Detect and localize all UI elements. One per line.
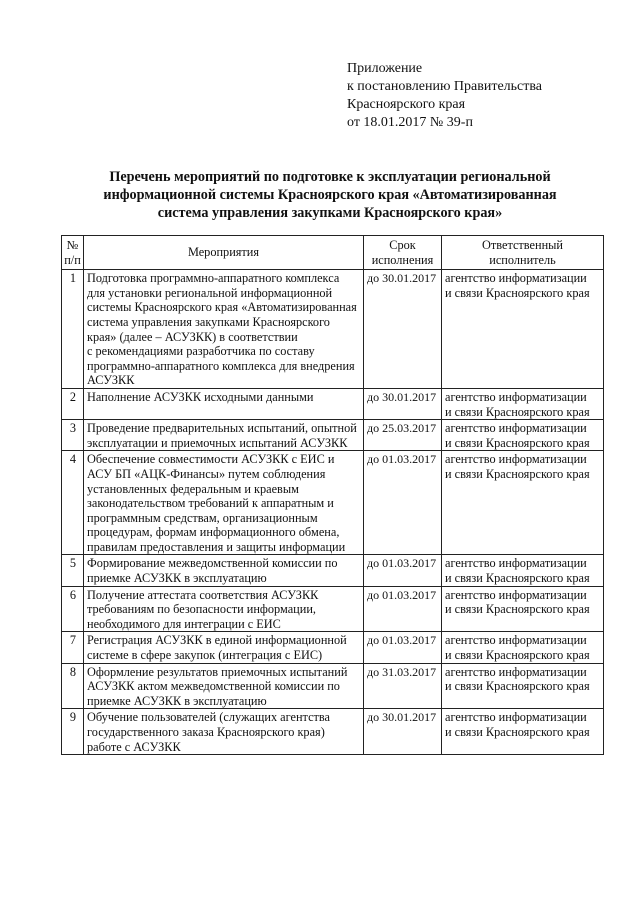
- activity-line: системы Красноярского края «Автоматизированная: [87, 300, 357, 315]
- row-number: 4: [62, 451, 84, 555]
- row-responsible: [442, 663, 604, 709]
- document-title: [70, 168, 590, 222]
- responsible-line: и связи Красноярского края: [445, 679, 590, 694]
- activity-line: программным средствам, организационным: [87, 510, 318, 525]
- activity-line: системе в сфере закупок (интеграция с ЕИС): [87, 648, 323, 663]
- row-responsible: [442, 388, 604, 419]
- row-responsible: [442, 270, 604, 389]
- row-number: 7: [62, 632, 84, 663]
- table-row: [62, 451, 604, 555]
- activities-table: [61, 235, 604, 755]
- title-line: Перечень мероприятий по подготовке к эксплуатации региональной: [109, 169, 551, 185]
- responsible-line: агентство информатизации: [445, 556, 587, 571]
- activity-line: для установки региональной информационной: [87, 285, 333, 300]
- row-responsible: [442, 555, 604, 586]
- row-deadline: до 01.03.2017: [364, 586, 442, 632]
- header-activity-text: Мероприятия: [187, 245, 260, 260]
- header-num: [62, 236, 84, 270]
- responsible-line: и связи Красноярского края: [445, 466, 590, 481]
- row-number: 5: [62, 555, 84, 586]
- responsible-line: агентство информатизации: [445, 664, 587, 679]
- responsible-line: и связи Красноярского края: [445, 648, 590, 663]
- activity-line: система управления закупками Красноярского: [87, 314, 330, 329]
- activity-line: работе с АСУЗКК: [87, 739, 181, 754]
- header-deadline: [364, 236, 442, 270]
- row-activity: [84, 663, 364, 709]
- row-activity: [84, 709, 364, 755]
- activity-line: государственного заказа Красноярского края): [87, 725, 325, 739]
- activity-line: Обеспечение совместимости АСУЗКК с ЕИС и: [87, 452, 335, 467]
- table-row: [62, 420, 604, 451]
- appendix-line: от 18.01.2017 № 39-п: [347, 115, 473, 130]
- activity-line: АСУЗКК: [87, 373, 135, 388]
- header-responsible: [442, 236, 604, 270]
- header-responsible-line: исполнитель: [489, 252, 556, 267]
- row-responsible: [442, 709, 604, 755]
- title-line: система управления закупками Красноярского края»: [157, 205, 503, 221]
- row-number: 1: [62, 270, 84, 389]
- header-deadline-line: исполнения: [371, 252, 434, 267]
- activity-line: требованиям по безопасности информации,: [87, 602, 316, 617]
- table-body: [62, 270, 604, 755]
- responsible-line: и связи Красноярского края: [445, 725, 590, 739]
- appendix-line: к постановлению Правительства: [347, 79, 543, 94]
- table-row: [62, 270, 604, 389]
- activity-line: законодательством требований к аппаратным и: [87, 496, 334, 511]
- row-deadline: до 30.01.2017: [364, 270, 442, 389]
- activity-line: эксплуатации и приемочных испытаний АСУЗКК: [87, 435, 348, 450]
- activity-line: Наполнение АСУЗКК исходными данными: [87, 389, 314, 404]
- activity-line: Оформление результатов приемочных испытаний: [87, 664, 348, 679]
- responsible-line: и связи Красноярского края: [445, 435, 590, 450]
- responsible-line: агентство информатизации: [445, 421, 587, 436]
- row-deadline: до 01.03.2017: [364, 555, 442, 586]
- row-deadline: до 01.03.2017: [364, 632, 442, 663]
- header-activity: [84, 236, 364, 270]
- appendix-line: Красноярского края: [347, 97, 466, 112]
- row-activity: [84, 586, 364, 632]
- row-responsible: [442, 632, 604, 663]
- activity-line: необходимого для интеграции с ЕИС: [87, 616, 281, 631]
- row-number: 3: [62, 420, 84, 451]
- row-activity: [84, 270, 364, 389]
- activity-line: правилам предоставления и защиты информации: [87, 539, 346, 554]
- header-num-line: №: [66, 238, 79, 252]
- row-activity: [84, 555, 364, 586]
- responsible-line: и связи Красноярского края: [445, 602, 590, 617]
- responsible-line: агентство информатизации: [445, 633, 587, 648]
- activity-line: Подготовка программно-аппаратного комплекса: [87, 271, 340, 286]
- activity-line: приемке АСУЗКК в эксплуатацию: [87, 693, 267, 708]
- row-deadline: до 31.03.2017: [364, 663, 442, 709]
- responsible-line: агентство информатизации: [445, 271, 587, 286]
- table-row: [62, 388, 604, 419]
- row-responsible: [442, 451, 604, 555]
- responsible-line: и связи Красноярского края: [445, 285, 590, 300]
- row-deadline: до 30.01.2017: [364, 709, 442, 755]
- activity-line: края» (далее – АСУЗКК) в соответствии: [87, 329, 298, 344]
- activity-line: Формирование межведомственной комиссии по: [87, 556, 338, 571]
- row-deadline: до 30.01.2017: [364, 388, 442, 419]
- activity-line: Проведение предварительных испытаний, опытной: [87, 421, 357, 436]
- table-row: [62, 555, 604, 586]
- row-number: 6: [62, 586, 84, 632]
- appendix-block: [347, 60, 542, 132]
- title-line: информационной системы Красноярского края «Автоматизированная: [103, 187, 557, 203]
- responsible-line: и связи Красноярского края: [445, 571, 590, 586]
- activity-line: Обучение пользователей (служащих агентства: [87, 710, 331, 725]
- row-activity: [84, 420, 364, 451]
- activity-line: установленных федеральным и краевым: [87, 481, 299, 496]
- table-header-row: [62, 236, 604, 270]
- activity-line: Регистрация АСУЗКК в единой информационной: [87, 633, 347, 648]
- responsible-line: агентство информатизации: [445, 452, 587, 467]
- activity-line: программно-аппаратного комплекса для внедрения: [87, 358, 355, 373]
- activity-line: процедурам, формам информационного обмена,: [87, 525, 340, 540]
- row-number: 8: [62, 663, 84, 709]
- row-activity: [84, 632, 364, 663]
- table-row: [62, 709, 604, 755]
- responsible-line: агентство информатизации: [445, 587, 587, 602]
- activity-line: АСУ БП «АЦК-Финансы» путем соблюдения: [87, 466, 326, 481]
- row-responsible: [442, 420, 604, 451]
- row-activity: [84, 388, 364, 419]
- row-number: 2: [62, 388, 84, 419]
- table-row: [62, 632, 604, 663]
- table-row: [62, 663, 604, 709]
- header-deadline-line: Срок: [389, 238, 416, 252]
- responsible-line: агентство информатизации: [445, 389, 587, 404]
- responsible-line: агентство информатизации: [445, 710, 587, 725]
- activity-line: Получение аттестата соответствия АСУЗКК: [87, 587, 319, 602]
- row-deadline: до 25.03.2017: [364, 420, 442, 451]
- activity-line: АСУЗКК актом межведомственной комиссии по: [87, 679, 340, 694]
- row-number: 9: [62, 709, 84, 755]
- table-row: [62, 586, 604, 632]
- activity-line: с рекомендациями разработчика по составу: [87, 344, 315, 359]
- header-num-line: п/п: [64, 252, 81, 267]
- header-responsible-line: Ответственный: [482, 238, 563, 252]
- row-deadline: до 01.03.2017: [364, 451, 442, 555]
- activity-line: приемке АСУЗКК в эксплуатацию: [87, 571, 267, 586]
- row-responsible: [442, 586, 604, 632]
- responsible-line: и связи Красноярского края: [445, 404, 590, 419]
- row-activity: [84, 451, 364, 555]
- appendix-line: Приложение: [347, 61, 423, 76]
